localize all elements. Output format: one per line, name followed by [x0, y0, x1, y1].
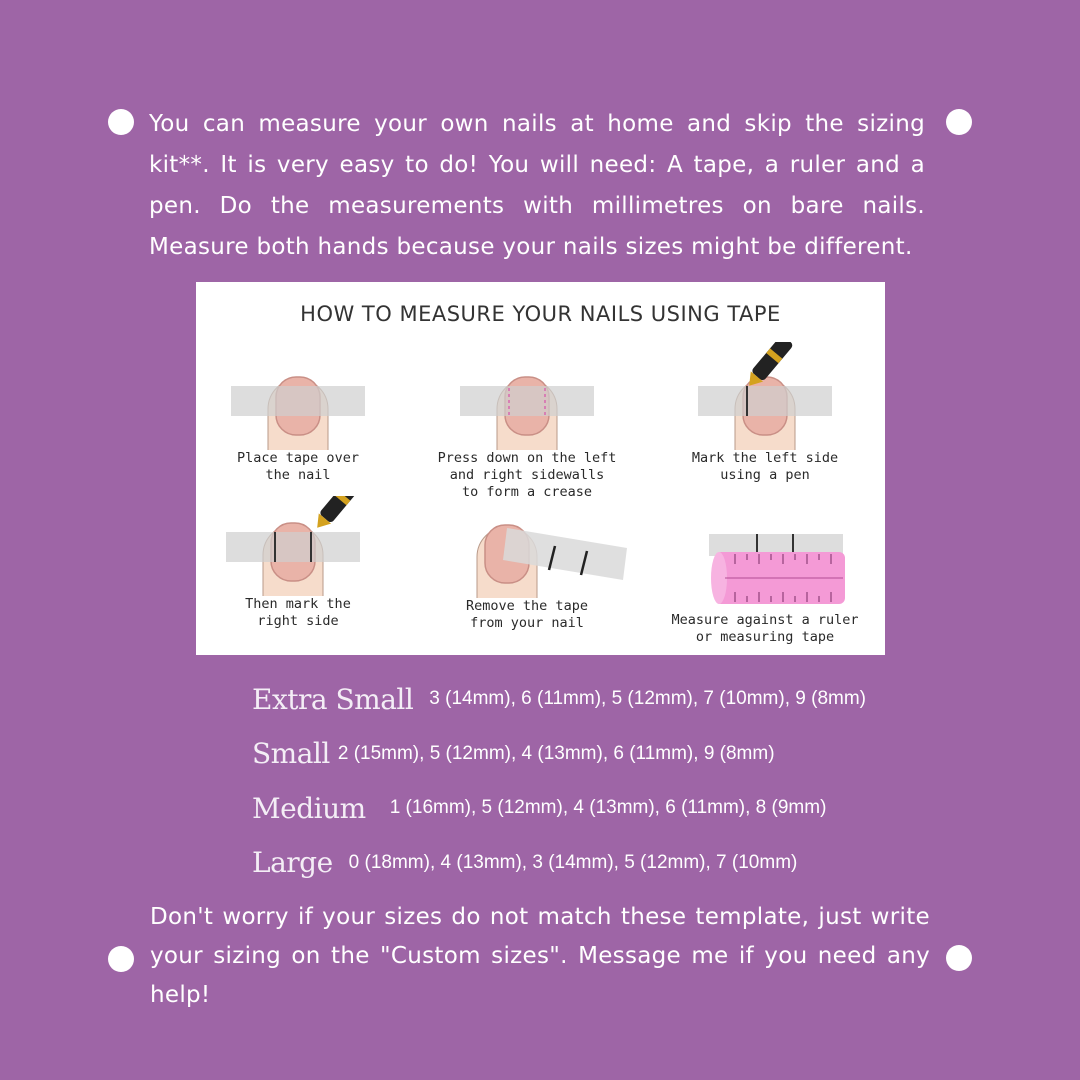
bullet-dot-bottom-left: [108, 946, 134, 972]
step-caption: Then mark the right side: [245, 596, 351, 629]
size-row-small: [252, 727, 952, 782]
size-label: Medium: [252, 791, 366, 825]
size-row-extra-small: [252, 672, 952, 727]
size-label: Small: [252, 737, 330, 771]
finger-crease-icon: [457, 374, 597, 450]
step-press-crease: [412, 374, 642, 501]
step-caption: Press down on the left and right sidewalls to form a crease: [437, 450, 617, 500]
size-row-medium: [252, 781, 952, 836]
size-values: 0 (18mm), 4 (13mm), 3 (14mm), 5 (12mm), 7 (10mm): [348, 851, 798, 873]
step-caption: Measure against a ruler or measuring tape: [671, 612, 859, 645]
nail-measuring-infographic: [196, 282, 885, 655]
size-row-large: [252, 836, 952, 891]
step-measure-ruler: [650, 528, 880, 646]
tape-removed-icon: [427, 518, 627, 598]
bullet-dot-top-left: [108, 109, 134, 135]
size-chart: [252, 672, 952, 890]
infographic-title: HOW TO MEASURE YOUR NAILS USING TAPE: [300, 302, 781, 326]
step-caption: Remove the tape from your nail: [466, 598, 588, 631]
bullet-dot-bottom-right: [946, 945, 972, 971]
finger-pen-left-icon: [695, 342, 835, 450]
finger-pen-right-icon: [223, 496, 373, 596]
ruler-icon: [685, 528, 845, 612]
step-mark-left: [650, 342, 880, 484]
finger-tape-icon: [228, 374, 368, 450]
intro-paragraph: You can measure your own nails at home and skip the sizing kit**. It is very easy to do! You will need: A tape, a ruler and a pen. Do the measurements with millimetres on bare nails. Measure both hands because your nails sizes might be different.: [149, 111, 925, 260]
size-values: 3 (14mm), 6 (11mm), 5 (12mm), 7 (10mm), 9 (8mm): [429, 688, 866, 710]
bullet-dot-top-right: [946, 109, 972, 135]
step-caption: Mark the left side using a pen: [691, 450, 839, 483]
step-remove-tape: [412, 518, 642, 632]
size-label: Extra Small: [252, 682, 414, 716]
step-mark-right: [196, 496, 413, 630]
size-values: 2 (15mm), 5 (12mm), 4 (13mm), 6 (11mm), 9 (8mm): [337, 742, 775, 764]
step-caption: Place tape over the nail: [237, 450, 359, 483]
step-place-tape: [196, 374, 413, 484]
outro-paragraph: Don't worry if your sizes do not match these template, just write your sizing on the "Custom sizes". Message me if you need any help!: [150, 904, 930, 1008]
size-label: Large: [252, 846, 333, 880]
size-values: 1 (16mm), 5 (12mm), 4 (13mm), 6 (11mm), 8 (9mm): [389, 797, 827, 819]
